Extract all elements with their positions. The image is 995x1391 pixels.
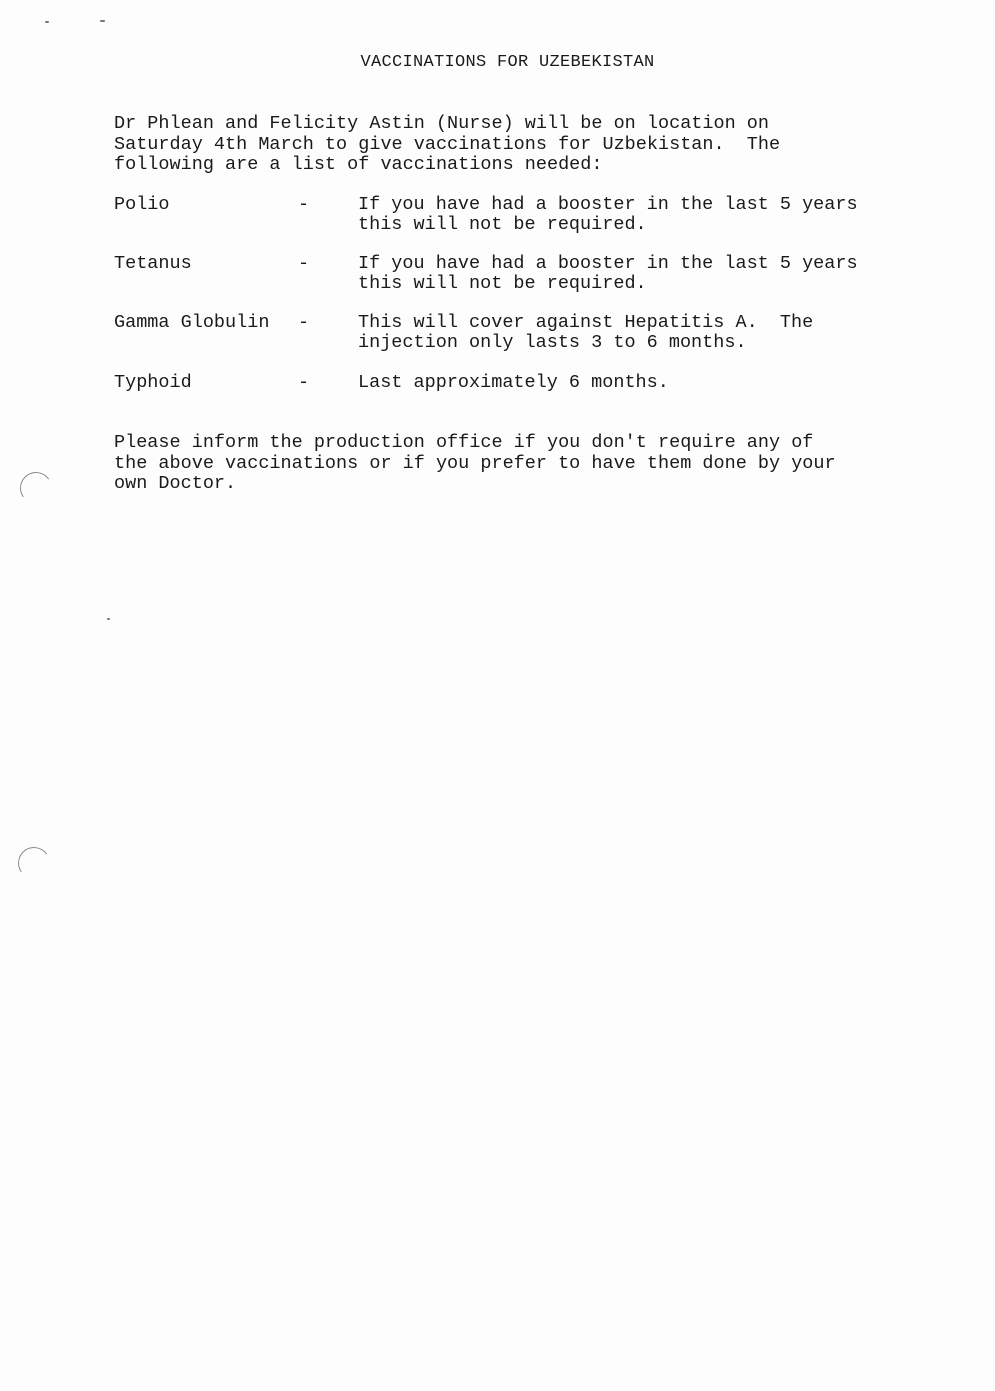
description-line: this will not be required. <box>358 273 647 294</box>
vaccination-dash: - <box>298 253 310 274</box>
description-line: This will cover against Hepatitis A. The <box>358 312 814 333</box>
description-line: If you have had a booster in the last 5 years <box>358 253 858 274</box>
vaccination-dash: - <box>298 312 310 333</box>
closing-line: own Doctor. <box>114 473 237 494</box>
vaccination-dash: - <box>298 372 310 393</box>
intro-line: Saturday 4th March to give vaccinations for Uzbekistan. The <box>114 133 781 155</box>
description-line: If you have had a booster in the last 5 years <box>358 194 858 215</box>
intro-line: following are a list of vaccinations needed: <box>114 154 603 175</box>
vaccination-description <box>358 254 858 294</box>
description-line: Last approximately 6 months. <box>358 372 669 393</box>
punch-hole-bottom <box>15 844 52 881</box>
scan-speck <box>107 618 110 620</box>
vaccination-description <box>358 313 813 353</box>
closing-line: the above vaccinations or if you prefer to have them done by your <box>114 452 836 474</box>
closing-paragraph <box>114 433 914 495</box>
vaccination-name: Polio <box>114 194 170 215</box>
vaccination-name: Tetanus <box>114 253 192 274</box>
vaccination-name: Gamma Globulin <box>114 312 270 333</box>
description-line: this will not be required. <box>358 214 647 235</box>
scan-speck <box>100 20 105 22</box>
vaccination-name: Typhoid <box>114 372 192 393</box>
document-title: VACCINATIONS FOR UZEBEKISTAN <box>360 53 655 72</box>
vaccination-dash: - <box>298 194 310 215</box>
punch-hole-top <box>17 469 54 506</box>
vaccination-description <box>358 373 669 393</box>
vaccination-description <box>358 195 858 235</box>
intro-paragraph <box>114 114 914 176</box>
intro-line: Dr Phlean and Felicity Astin (Nurse) will be on location on <box>114 113 770 134</box>
description-line: injection only lasts 3 to 6 months. <box>358 332 747 353</box>
scan-speck <box>45 21 49 23</box>
closing-line: Please inform the production office if you don't require any of <box>114 432 814 453</box>
